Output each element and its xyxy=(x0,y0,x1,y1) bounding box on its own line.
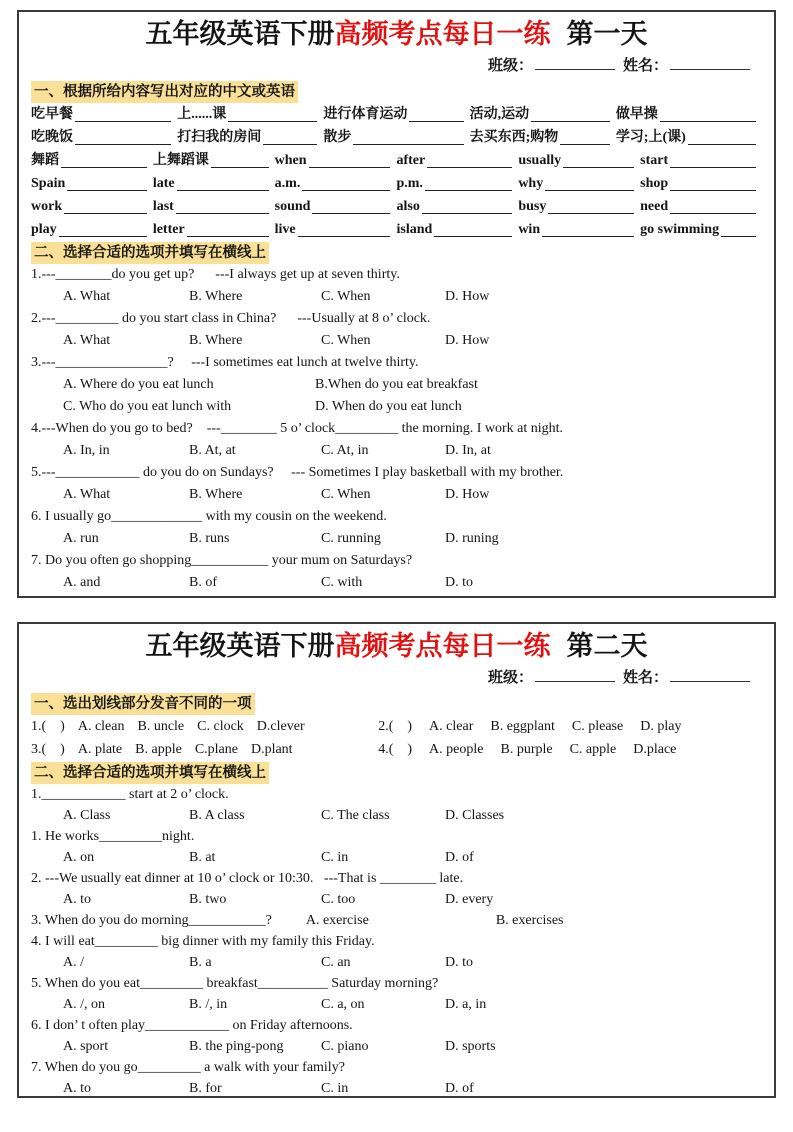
title-course: 五年级英语下册 xyxy=(145,19,335,49)
class-name-line xyxy=(31,53,762,80)
phonics-number: 2.( ) xyxy=(378,719,413,734)
question-stem: 3. When do you do morning___________? xyxy=(31,913,272,928)
vocab-item xyxy=(323,103,469,126)
vocab-term: work xyxy=(31,199,63,214)
option: D. sports xyxy=(445,1039,496,1054)
vocab-term: start xyxy=(640,153,669,168)
vocab-item xyxy=(177,126,323,149)
question-stem: 1.---________do you get up? ---I always get up at seven thirty. xyxy=(31,267,400,282)
answer-blank xyxy=(61,149,147,168)
question-block xyxy=(31,506,762,550)
vocab-row xyxy=(31,195,762,218)
option-row xyxy=(31,1078,762,1099)
vocab-term: after xyxy=(396,153,426,168)
answer-blank xyxy=(64,195,147,214)
vocab-item xyxy=(31,103,177,126)
phonics-options xyxy=(429,715,681,738)
answer-blank xyxy=(75,103,171,122)
question-list xyxy=(31,784,762,1099)
option-row xyxy=(31,994,762,1015)
vocab-term: 学习;上(课) xyxy=(615,130,686,145)
option: D. every xyxy=(445,892,494,907)
option: A. In, in xyxy=(63,443,110,458)
option: C. running xyxy=(321,531,381,546)
answer-blank xyxy=(409,103,463,122)
option: B. the ping-pong xyxy=(189,1039,284,1054)
vocab-term: 舞蹈 xyxy=(31,153,59,168)
option: D. Classes xyxy=(445,808,505,823)
option: B. a xyxy=(189,955,212,970)
option: D. of xyxy=(445,850,474,865)
class-label: 班级： xyxy=(487,58,533,74)
phonics-list xyxy=(31,715,762,761)
question-block xyxy=(31,462,762,506)
answer-blank xyxy=(67,172,147,191)
section-1-header: 一、根据所给内容写出对应的中文或英语 xyxy=(31,81,298,103)
option: D. How xyxy=(445,333,490,348)
question-block xyxy=(31,1057,762,1099)
vocab-item xyxy=(396,195,518,218)
answer-blank xyxy=(542,218,634,237)
vocab-row xyxy=(31,149,762,172)
vocab-item xyxy=(640,218,762,241)
vocab-item xyxy=(275,195,397,218)
phonics-option: B. uncle xyxy=(137,719,185,734)
vocab-term: p.m. xyxy=(396,176,423,191)
vocab-term: why xyxy=(518,176,544,191)
option: A. What xyxy=(63,487,111,502)
answer-blank xyxy=(670,172,756,191)
class-name-line xyxy=(31,665,762,692)
section-2-header: 二、选择合适的选项并填写在横线上 xyxy=(31,762,269,784)
question-stem: 1. He works_________night. xyxy=(31,829,195,844)
vocab-term: busy xyxy=(518,199,547,214)
option: D. How xyxy=(445,289,490,304)
vocab-item xyxy=(616,126,762,149)
phonics-option: C. please xyxy=(571,719,624,734)
question-block xyxy=(31,826,762,868)
option: A. What xyxy=(63,289,111,304)
option-row xyxy=(31,528,762,550)
vocab-item xyxy=(31,195,153,218)
option: B. of xyxy=(189,575,217,590)
vocab-term: 活动,运动 xyxy=(469,107,530,122)
section-1-header-wrap xyxy=(31,80,762,103)
vocab-row xyxy=(31,103,762,126)
vocab-term: shop xyxy=(640,176,669,191)
option: C. At, in xyxy=(321,443,369,458)
name-label: 姓名： xyxy=(622,58,668,74)
section-2-header-wrap xyxy=(31,761,762,784)
phonics-question xyxy=(31,715,378,738)
phonics-row xyxy=(31,715,762,738)
option: D. In, at xyxy=(445,443,491,458)
phonics-option: A. clean xyxy=(77,719,125,734)
option: C. piano xyxy=(321,1039,369,1054)
vocab-item xyxy=(153,195,275,218)
option: C. too xyxy=(321,892,356,907)
phonics-option: D.clever xyxy=(256,719,305,734)
name-label: 姓名： xyxy=(622,670,668,686)
option: B. Where xyxy=(189,487,243,502)
phonics-option: A. clear xyxy=(429,719,474,734)
vocab-term: 进行体育运动 xyxy=(323,107,408,122)
section-2-header: 二、选择合适的选项并填写在横线上 xyxy=(31,242,269,264)
answer-blank xyxy=(298,218,391,237)
option: A. What xyxy=(63,333,111,348)
question-block xyxy=(31,264,762,308)
question-stem: 7. When do you go_________ a walk with your family? xyxy=(31,1060,345,1075)
option-row xyxy=(31,952,762,973)
vocab-term: island xyxy=(396,222,433,237)
vocab-item xyxy=(396,149,518,172)
phonics-number: 4.( ) xyxy=(378,742,413,757)
option: A. sport xyxy=(63,1039,109,1054)
section-2-header-wrap xyxy=(31,241,762,264)
vocab-row xyxy=(31,172,762,195)
vocab-term: Spain xyxy=(31,176,66,191)
answer-blank xyxy=(548,195,634,214)
question-stem: 7. Do you often go shopping___________ your mum on Saturdays? xyxy=(31,553,413,568)
name-blank xyxy=(670,666,750,682)
vocab-item xyxy=(275,172,397,195)
vocab-term: last xyxy=(152,199,174,214)
answer-blank xyxy=(302,172,390,191)
option: A. /, on xyxy=(63,997,105,1012)
question-block xyxy=(31,973,762,1015)
option-row xyxy=(31,847,762,868)
answer-blank xyxy=(688,126,756,145)
question-block xyxy=(31,784,762,826)
vocab-item xyxy=(518,218,640,241)
answer-blank xyxy=(670,149,756,168)
option: B. two xyxy=(189,892,227,907)
phonics-options xyxy=(78,715,305,738)
phonics-option: B. apple xyxy=(135,742,182,757)
option: D. to xyxy=(445,955,473,970)
vocab-item xyxy=(470,126,616,149)
question-list xyxy=(31,264,762,594)
option: C. in xyxy=(321,850,349,865)
phonics-option: C. apple xyxy=(569,742,617,757)
option-row xyxy=(31,330,762,352)
vocab-term: sound xyxy=(274,199,311,214)
class-blank xyxy=(535,54,615,70)
phonics-number: 3.( ) xyxy=(31,742,65,757)
vocab-item xyxy=(177,103,323,126)
option: A. to xyxy=(63,1081,91,1096)
option: A. to xyxy=(63,892,91,907)
vocab-row xyxy=(31,218,762,241)
option: C. When xyxy=(321,333,371,348)
option: D. When do you eat lunch xyxy=(315,399,462,414)
answer-blank xyxy=(425,172,512,191)
option-row xyxy=(31,374,762,418)
vocab-term: 上舞蹈课 xyxy=(152,153,209,168)
vocab-item xyxy=(518,172,640,195)
option: A. Class xyxy=(63,808,111,823)
answer-blank xyxy=(312,195,390,214)
option: A. run xyxy=(63,531,99,546)
vocab-term: late xyxy=(152,176,175,191)
option: C. an xyxy=(321,955,351,970)
answer-blank xyxy=(660,103,756,122)
phonics-option: D. play xyxy=(640,719,682,734)
option: B. /, in xyxy=(189,997,228,1012)
answer-blank xyxy=(721,218,756,237)
question-stem: 5. When do you eat_________ breakfast__________ Saturday morning? xyxy=(31,976,439,991)
option-row xyxy=(31,572,762,594)
option-row xyxy=(31,440,762,462)
question-stem: 4. I will eat_________ big dinner with my family this Friday. xyxy=(31,934,375,949)
vocab-item xyxy=(518,149,640,172)
phonics-option: A. people xyxy=(429,742,484,757)
phonics-options xyxy=(78,738,293,761)
title-day: 第一天 xyxy=(566,19,648,49)
title-highlight: 高频考点每日一练 xyxy=(334,631,551,661)
question-block xyxy=(31,931,762,973)
answer-blank xyxy=(228,103,317,122)
question-block xyxy=(31,418,762,462)
vocab-term: need xyxy=(640,199,669,214)
option: C. in xyxy=(321,1081,349,1096)
vocab-item xyxy=(31,218,153,241)
vocab-item xyxy=(470,103,616,126)
question-stem: 4.---When do you go to bed? ---________ 5 o’ clock_________ the morning. I work at night. xyxy=(31,421,564,436)
title-highlight: 高频考点每日一练 xyxy=(334,19,551,49)
answer-blank xyxy=(563,149,634,168)
vocab-term: when xyxy=(274,153,307,168)
answer-blank xyxy=(670,195,756,214)
worksheet-page-day1 xyxy=(17,10,776,598)
phonics-question xyxy=(31,738,378,761)
vocab-item xyxy=(323,126,469,149)
question-block xyxy=(31,1015,762,1057)
option: D. to xyxy=(445,575,473,590)
option: D. of xyxy=(445,1081,474,1096)
option-row xyxy=(31,484,762,506)
vocab-term: go swimming xyxy=(640,222,720,237)
option: B. At, at xyxy=(189,443,236,458)
option: A. / xyxy=(63,955,84,970)
option: C. When xyxy=(321,289,371,304)
phonics-question xyxy=(378,738,676,761)
phonics-row xyxy=(31,738,762,761)
vocab-item xyxy=(153,149,275,172)
vocab-term: also xyxy=(396,199,420,214)
question-stem: 5.---____________ do you do on Sundays? --- Sometimes I play basketball with my brother. xyxy=(31,465,564,480)
class-blank xyxy=(535,666,615,682)
vocab-term: 吃早餐 xyxy=(31,107,73,122)
answer-blank xyxy=(531,103,610,122)
vocab-term: 散步 xyxy=(323,130,352,145)
title-course: 五年级英语下册 xyxy=(145,631,335,661)
vocab-term: 去买东西;购物 xyxy=(469,130,559,145)
phonics-option: C.plane xyxy=(194,742,238,757)
answer-blank xyxy=(427,149,512,168)
question-block xyxy=(31,868,762,910)
vocab-item xyxy=(31,172,153,195)
option-row xyxy=(31,805,762,826)
section-1-header-wrap xyxy=(31,692,762,715)
question-stem: 1.____________ start at 2 o’ clock. xyxy=(31,787,229,802)
option: C. Who do you eat lunch with xyxy=(63,399,232,414)
vocab-item xyxy=(396,172,518,195)
question-block xyxy=(31,550,762,594)
vocab-item xyxy=(275,149,397,172)
answer-blank xyxy=(177,172,269,191)
vocab-term: usually xyxy=(518,153,562,168)
vocab-term: win xyxy=(518,222,541,237)
option: D. How xyxy=(445,487,490,502)
option: C. a, on xyxy=(321,997,365,1012)
option: A. Where do you eat lunch xyxy=(63,377,214,392)
question-stem: 6. I usually go_____________ with my cousin on the weekend. xyxy=(31,509,387,524)
vocab-term: 做早操 xyxy=(615,107,658,122)
phonics-question xyxy=(378,715,681,738)
phonics-options xyxy=(429,738,676,761)
phonics-option: C. clock xyxy=(197,719,244,734)
vocab-term: 上......课 xyxy=(177,107,227,122)
option: B. for xyxy=(189,1081,222,1096)
vocab-term: live xyxy=(274,222,296,237)
vocab-list xyxy=(31,103,762,241)
question-block xyxy=(31,352,762,418)
page-title xyxy=(31,628,762,665)
question-block xyxy=(31,308,762,352)
title-day: 第二天 xyxy=(566,631,648,661)
question-stem: 6. I don’ t often play____________ on Friday afternoons. xyxy=(31,1018,353,1033)
phonics-option: B. purple xyxy=(500,742,553,757)
vocab-term: 打扫我的房间 xyxy=(177,130,262,145)
option: B. at xyxy=(189,850,216,865)
phonics-option: B. eggplant xyxy=(490,719,555,734)
option: D. a, in xyxy=(445,997,487,1012)
option: D. runing xyxy=(445,531,499,546)
answer-blank xyxy=(187,218,269,237)
answer-blank xyxy=(59,218,147,237)
vocab-item xyxy=(518,195,640,218)
answer-blank xyxy=(176,195,269,214)
page-title xyxy=(31,16,762,53)
vocab-item xyxy=(616,103,762,126)
vocab-item xyxy=(31,126,177,149)
answer-blank xyxy=(263,126,317,145)
phonics-number: 1.( ) xyxy=(31,719,65,734)
section-1-header: 一、选出划线部分发音不同的一项 xyxy=(31,693,255,715)
option-row xyxy=(306,910,564,931)
vocab-term: 吃晚饭 xyxy=(31,130,73,145)
vocab-item xyxy=(396,218,518,241)
worksheet-page-day2 xyxy=(17,622,776,1098)
vocab-item xyxy=(153,172,275,195)
answer-blank xyxy=(353,126,463,145)
vocab-item xyxy=(31,149,153,172)
answer-blank xyxy=(434,218,512,237)
option: A. on xyxy=(63,850,95,865)
answer-blank xyxy=(75,126,171,145)
vocab-term: a.m. xyxy=(274,176,301,191)
vocab-item xyxy=(153,218,275,241)
answer-blank xyxy=(545,172,634,191)
answer-blank xyxy=(560,126,610,145)
question-stem: 2.---_________ do you start class in China? ---Usually at 8 o’ clock. xyxy=(31,311,431,326)
option: C. When xyxy=(321,487,371,502)
answer-blank xyxy=(422,195,512,214)
option-row xyxy=(31,1036,762,1057)
option: B. A class xyxy=(189,808,245,823)
phonics-option: D.plant xyxy=(250,742,293,757)
vocab-term: play xyxy=(31,222,57,237)
vocab-row xyxy=(31,126,762,149)
vocab-item xyxy=(275,218,397,241)
class-label: 班级： xyxy=(487,670,533,686)
vocab-item xyxy=(640,172,762,195)
answer-blank xyxy=(309,149,391,168)
option: B.When do you eat breakfast xyxy=(315,377,478,392)
vocab-term: letter xyxy=(152,222,185,237)
vocab-item xyxy=(640,195,762,218)
vocab-item xyxy=(640,149,762,172)
option: B. runs xyxy=(189,531,230,546)
name-blank xyxy=(670,54,750,70)
option: C. The class xyxy=(321,808,390,823)
option-row xyxy=(31,286,762,308)
question-stem: 2. ---We usually eat dinner at 10 o’ clock or 10:30. ---That is ________ late. xyxy=(31,871,464,886)
option: B. exercises xyxy=(495,913,564,928)
answer-blank xyxy=(211,149,269,168)
option: C. with xyxy=(321,575,363,590)
option: A. and xyxy=(63,575,101,590)
option: B. Where xyxy=(189,289,243,304)
question-stem: 3.---________________? ---I sometimes eat lunch at twelve thirty. xyxy=(31,355,419,370)
phonics-option: A. plate xyxy=(77,742,123,757)
phonics-option: D.place xyxy=(633,742,677,757)
option: A. exercise xyxy=(305,913,369,928)
option-row xyxy=(31,889,762,910)
option: B. Where xyxy=(189,333,243,348)
question-block xyxy=(31,910,762,931)
